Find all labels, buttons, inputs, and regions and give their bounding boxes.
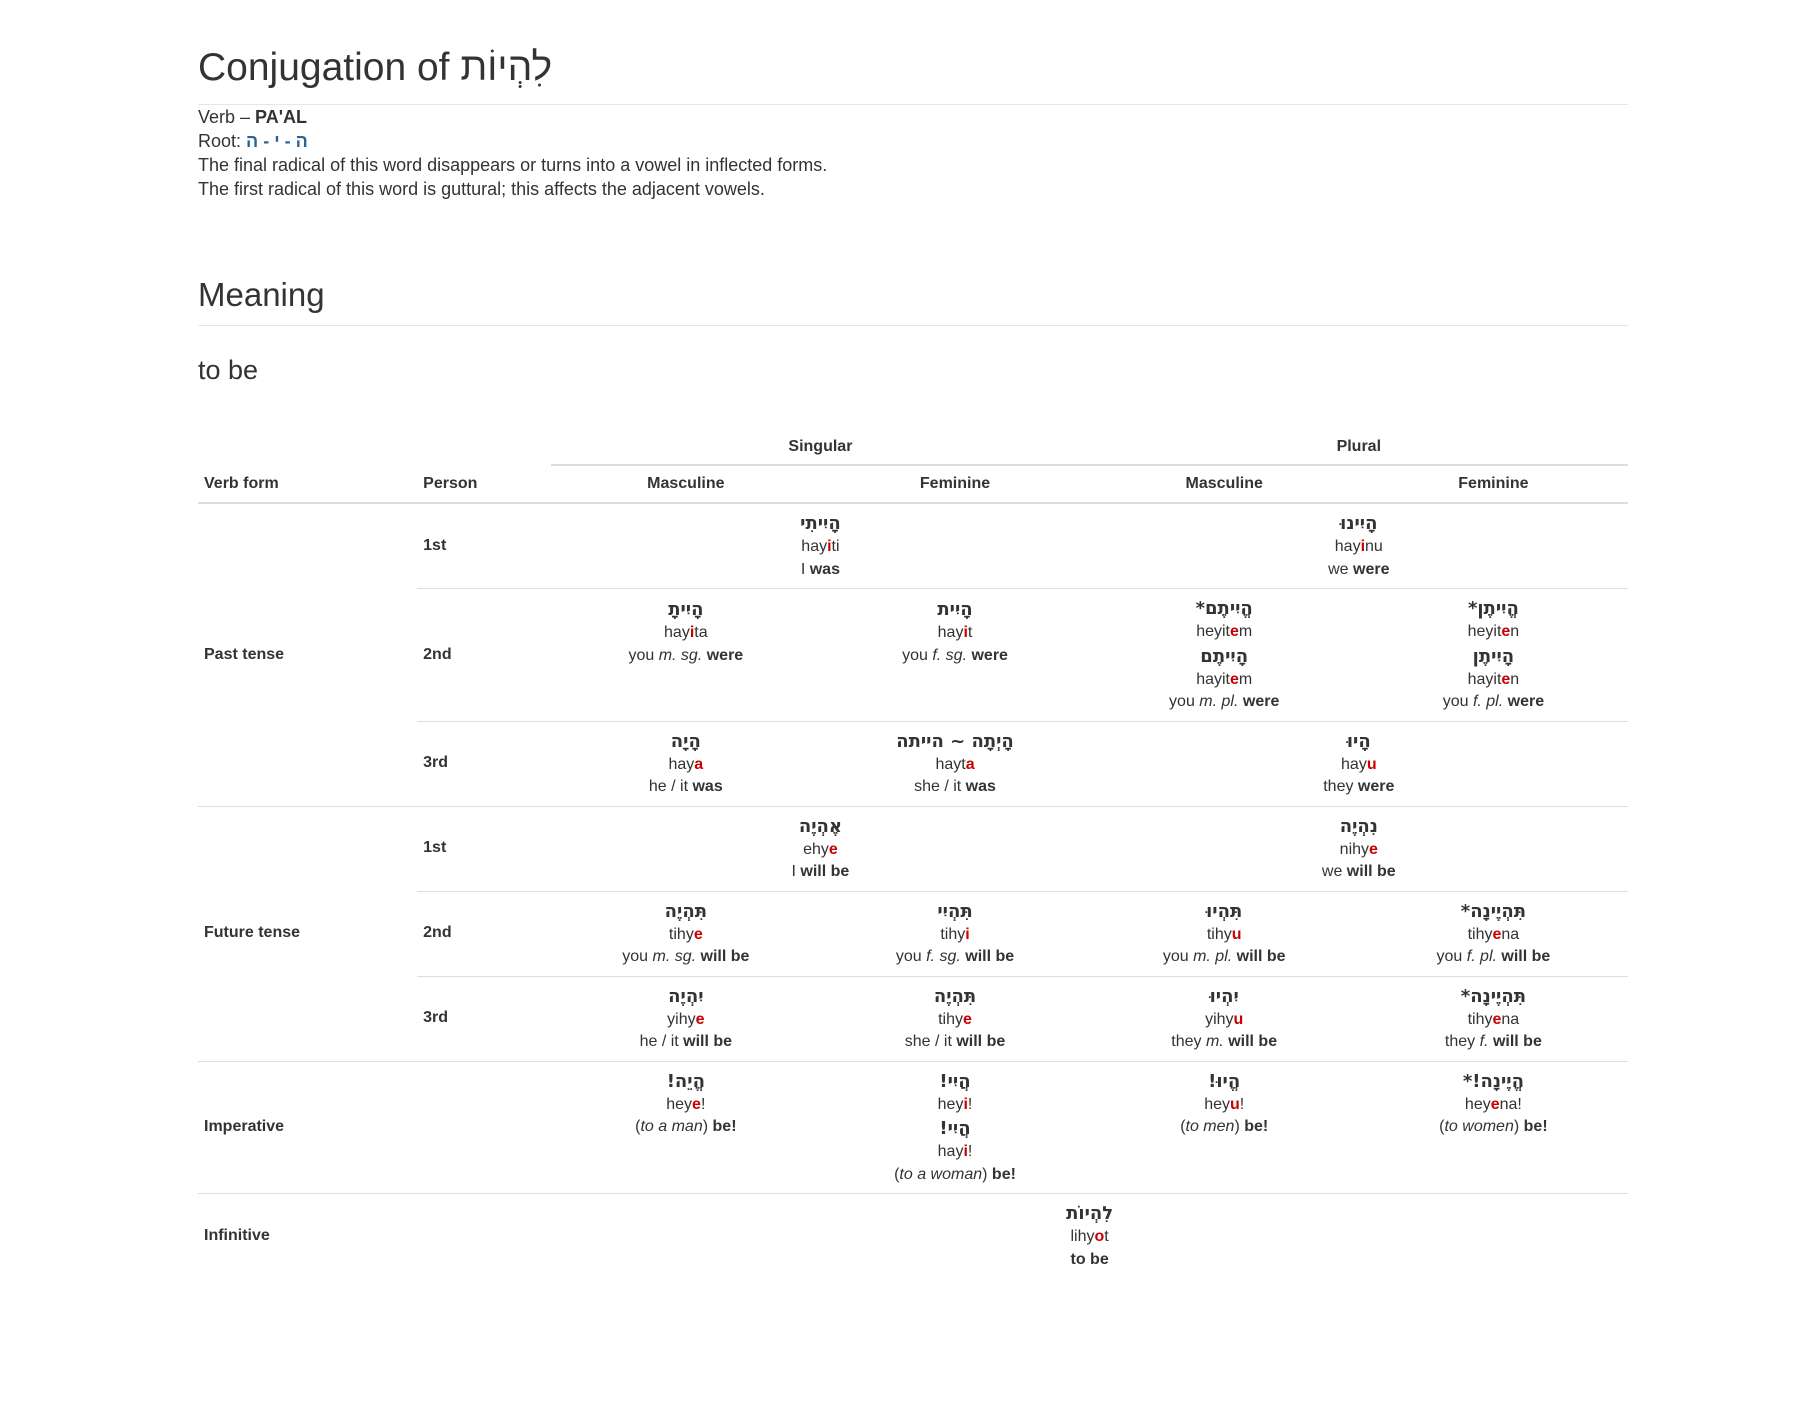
hebrew-form[interactable]: הָיְתָה ~ הייתה — [896, 730, 1014, 752]
text-fragment: m. sg. — [658, 646, 703, 664]
text-fragment: e — [963, 1010, 972, 1028]
cell-future-3-fs — [820, 976, 1089, 1061]
root-label: Root: — [198, 131, 247, 151]
translation — [1090, 1116, 1359, 1139]
transliteration — [1090, 924, 1359, 947]
text-fragment: e — [1501, 670, 1511, 688]
note-guttural: The first radical of this word is guttural; this affects the adjacent vowels. — [198, 179, 765, 199]
person-empty — [417, 1194, 551, 1279]
text-fragment: will be — [1228, 1033, 1278, 1050]
text-fragment: will be — [1236, 948, 1286, 965]
meaning-heading: Meaning — [198, 275, 1628, 326]
text-fragment: ( — [635, 1118, 641, 1135]
translation — [551, 645, 820, 668]
hebrew-form[interactable]: יִהְיֶה — [668, 985, 704, 1007]
transliteration — [551, 1226, 1628, 1249]
text-fragment: hay — [664, 624, 690, 642]
text-fragment: were — [1357, 778, 1395, 795]
text-fragment: be! — [991, 1165, 1016, 1183]
text-fragment: tihy — [940, 925, 966, 943]
header-spacer — [198, 421, 417, 465]
text-fragment: be! — [712, 1118, 737, 1135]
cell-future-2-ms — [551, 891, 820, 976]
text-fragment: ( — [1439, 1118, 1445, 1135]
hebrew-form[interactable]: הֱיֵה! — [666, 1070, 705, 1092]
text-fragment: hay — [1334, 538, 1361, 555]
transliteration — [551, 754, 820, 777]
text-fragment: u — [1233, 1010, 1244, 1028]
person-2nd: 2nd — [417, 891, 551, 976]
transliteration — [1090, 839, 1628, 862]
text-fragment: e — [692, 1095, 701, 1113]
text-fragment: tihy — [1467, 925, 1493, 943]
translation — [820, 1164, 1089, 1187]
page-title — [198, 0, 1628, 105]
text-fragment: you — [622, 948, 653, 965]
hebrew-form[interactable]: תִּהְיֶינָה* — [1460, 900, 1526, 922]
translation — [551, 861, 1089, 884]
text-fragment: heyit — [1196, 623, 1230, 640]
text-fragment: i — [963, 624, 968, 642]
hebrew-form[interactable]: הֱיֶינָה!* — [1462, 1070, 1524, 1092]
text-fragment: hay — [801, 538, 828, 555]
text-fragment: i — [827, 538, 832, 555]
text-fragment: ! — [967, 1143, 973, 1160]
cell-future-3-ms — [551, 976, 820, 1061]
text-fragment: na — [1501, 1010, 1520, 1028]
text-fragment: will be — [965, 948, 1015, 965]
text-fragment: e — [828, 840, 838, 858]
text-fragment: e — [693, 925, 703, 943]
hebrew-form[interactable]: הָיוּ — [1346, 730, 1371, 752]
person-empty — [417, 1061, 551, 1194]
text-fragment: t — [967, 624, 973, 642]
text-fragment: ) — [702, 1118, 713, 1135]
text-fragment: to a man — [640, 1118, 703, 1135]
hebrew-form[interactable]: הֱיִיתֶן* — [1467, 598, 1519, 619]
text-fragment: m. — [1205, 1033, 1224, 1050]
text-fragment: she / it — [914, 778, 966, 795]
cell-imperative-fp — [1359, 1061, 1628, 1194]
transliteration — [551, 1009, 820, 1032]
row-label-infinitive: Infinitive — [198, 1194, 417, 1279]
hebrew-form[interactable]: אֶהְיֶה — [798, 815, 842, 837]
translation — [1359, 946, 1628, 969]
translation — [1090, 559, 1628, 582]
title-prefix: Conjugation of — [198, 46, 461, 89]
row-label-future: Future tense — [198, 806, 417, 1061]
root-line — [198, 129, 1628, 153]
header-singular: Singular — [551, 421, 1089, 465]
text-fragment: you — [1169, 693, 1200, 710]
cell-past-2-fs — [820, 589, 1089, 722]
future-tense-section — [198, 806, 1628, 1061]
row-label-imperative: Imperative — [198, 1061, 417, 1194]
translation — [551, 1031, 820, 1054]
translation — [1090, 946, 1359, 969]
cell-past-3-fs — [820, 721, 1089, 806]
text-fragment: f. pl. — [1466, 948, 1497, 965]
text-fragment: i — [1360, 538, 1366, 555]
cell-imperative-ms — [551, 1061, 820, 1194]
translation — [551, 946, 820, 969]
text-fragment: u — [1231, 925, 1242, 943]
text-fragment: were — [971, 646, 1008, 664]
cell-imperative-fs — [820, 1061, 1089, 1194]
transliteration — [1090, 754, 1628, 777]
text-fragment: he / it — [639, 1033, 684, 1050]
text-fragment: I — [791, 863, 801, 880]
hebrew-form[interactable]: תִּהְיֶה — [664, 900, 707, 922]
text-fragment: be! — [1523, 1118, 1548, 1135]
translation — [1359, 1031, 1628, 1054]
imperative-row — [198, 1061, 1628, 1194]
text-fragment: n — [1510, 670, 1520, 688]
imperative-section — [198, 1061, 1628, 1194]
translation — [551, 1249, 1628, 1272]
text-fragment: f. — [1479, 1033, 1489, 1050]
person-3rd: 3rd — [417, 721, 551, 806]
text-fragment: ) — [1513, 1118, 1524, 1135]
hebrew-form[interactable]: הֲיִי! — [939, 1070, 971, 1092]
transliteration — [820, 754, 1089, 777]
transliteration — [551, 924, 820, 947]
text-fragment: o — [1094, 1228, 1105, 1245]
text-fragment: nihy — [1339, 840, 1370, 858]
past-tense-section — [198, 503, 1628, 806]
person-1st: 1st — [417, 806, 551, 891]
text-fragment: m. sg. — [652, 948, 697, 965]
hebrew-form[interactable]: תִּהְיֶינָה* — [1460, 985, 1526, 1007]
text-fragment: na — [1501, 925, 1520, 943]
translation — [551, 559, 1089, 582]
transliteration — [551, 839, 1089, 862]
cell-future-2-mp — [1090, 891, 1359, 976]
hebrew-form[interactable]: תִּהְיֶה — [933, 985, 977, 1007]
transliteration — [1359, 621, 1628, 644]
header-plural-feminine: Feminine — [1359, 465, 1628, 503]
text-fragment: e — [1492, 925, 1502, 943]
translation — [551, 1116, 820, 1139]
verb-label: Verb – — [198, 107, 256, 127]
text-fragment: hey — [666, 1095, 693, 1113]
text-fragment: to men — [1185, 1118, 1235, 1135]
translation — [1090, 691, 1359, 714]
text-fragment: ! — [967, 1095, 973, 1113]
transliteration-alt — [820, 1141, 1089, 1164]
meaning-text: to be — [198, 355, 259, 385]
verb-type-line — [198, 105, 1628, 129]
text-fragment: will be — [700, 948, 750, 965]
translation — [820, 776, 1089, 799]
text-fragment: ( — [1180, 1118, 1186, 1135]
translation — [1090, 861, 1628, 884]
text-fragment: he / it — [648, 778, 693, 795]
text-fragment: were — [1507, 693, 1545, 710]
cell-past-1-sg — [551, 503, 1089, 589]
hebrew-form-alt[interactable]: הָיִיתֶן — [1472, 645, 1515, 667]
text-fragment: tihy — [938, 1010, 964, 1028]
infinitive-section — [198, 1194, 1628, 1279]
hebrew-form[interactable]: הָיִינוּ — [1340, 513, 1378, 534]
transliteration — [820, 622, 1089, 645]
translation — [820, 645, 1089, 668]
text-fragment: she / it — [904, 1033, 957, 1050]
text-fragment: ) — [1234, 1118, 1245, 1135]
text-fragment: hay — [668, 755, 695, 773]
text-fragment: was — [809, 560, 840, 578]
text-fragment: will be — [956, 1033, 1006, 1050]
text-fragment: m — [1238, 670, 1253, 688]
text-fragment: will be — [1346, 863, 1396, 880]
transliteration-alt — [1359, 669, 1628, 692]
text-fragment: to a woman — [899, 1165, 983, 1183]
cell-past-2-mp — [1090, 589, 1359, 722]
hebrew-form[interactable]: הָיִית — [937, 599, 973, 621]
transliteration — [1090, 621, 1359, 644]
cell-future-2-fs — [820, 891, 1089, 976]
text-fragment: m. pl. — [1199, 693, 1239, 710]
text-fragment: na! — [1499, 1095, 1522, 1113]
cell-past-2-ms — [551, 589, 820, 722]
text-fragment: hay — [937, 1143, 964, 1160]
text-fragment: heyit — [1467, 623, 1502, 640]
text-fragment: tihy — [668, 925, 694, 943]
text-fragment: ta — [694, 624, 708, 642]
past-1st-row — [198, 503, 1628, 589]
transliteration — [1359, 1094, 1628, 1117]
cell-past-3-pl — [1090, 721, 1628, 806]
text-fragment: we — [1328, 560, 1354, 578]
text-fragment: you — [1436, 948, 1467, 965]
text-fragment: to be — [1070, 1250, 1109, 1268]
hebrew-form[interactable]: הָיִיתָ — [668, 599, 704, 621]
text-fragment: u — [1366, 755, 1377, 773]
text-fragment: they — [1171, 1033, 1206, 1050]
hebrew-form-alt[interactable]: הָיִיתֶם — [1200, 645, 1249, 667]
text-fragment: m. pl. — [1193, 948, 1233, 965]
cell-future-2-fp — [1359, 891, 1628, 976]
hebrew-form[interactable]: יִהְיוּ — [1209, 985, 1239, 1007]
transliteration — [551, 622, 820, 645]
cell-past-1-pl — [1090, 503, 1628, 589]
hebrew-form[interactable]: הֱיִיתֶם* — [1195, 598, 1253, 619]
text-fragment: m — [1238, 623, 1253, 640]
text-fragment: tihy — [1206, 925, 1232, 943]
text-fragment: hey — [937, 1095, 964, 1113]
header-singular-feminine: Feminine — [820, 465, 1089, 503]
text-fragment: they — [1444, 1033, 1480, 1050]
hebrew-form[interactable]: הֱיוּ! — [1208, 1070, 1241, 1092]
text-fragment: tihy — [1467, 1010, 1493, 1028]
hebrew-form-alt[interactable]: הֲיִי! — [939, 1118, 971, 1139]
cell-future-1-pl — [1090, 806, 1628, 891]
binyan-name[interactable]: PA'AL — [255, 107, 307, 127]
text-fragment: hayt — [935, 755, 966, 773]
text-fragment: were — [706, 646, 744, 664]
text-fragment: hey — [1464, 1095, 1491, 1113]
translation — [1090, 1031, 1359, 1054]
text-fragment: i — [689, 624, 695, 642]
transliteration — [551, 1094, 820, 1117]
text-fragment: hey — [1204, 1095, 1230, 1113]
transliteration — [1090, 1009, 1359, 1032]
text-fragment: hay — [1341, 755, 1367, 773]
text-fragment: e — [1492, 1010, 1502, 1028]
transliteration — [820, 1094, 1089, 1117]
text-fragment: i — [963, 1095, 968, 1113]
infinitive-row — [198, 1194, 1628, 1279]
transliteration — [820, 924, 1089, 947]
text-fragment: a — [694, 755, 704, 773]
text-fragment: to women — [1444, 1118, 1514, 1135]
hebrew-form[interactable]: נִהְיֶה — [1339, 815, 1378, 837]
text-fragment: ( — [894, 1165, 900, 1183]
cell-future-3-mp — [1090, 976, 1359, 1061]
text-fragment: e — [1501, 623, 1511, 640]
text-fragment: i — [963, 1143, 968, 1160]
transliteration — [551, 536, 1089, 559]
note-final-radical: The final radical of this word disappears or turns into a vowel in inflected forms. — [198, 155, 828, 175]
text-fragment: we — [1321, 863, 1347, 880]
hebrew-form[interactable]: הָיִיתִי — [800, 513, 841, 534]
text-fragment: you — [1442, 693, 1473, 710]
header-plural-masculine: Masculine — [1090, 465, 1359, 503]
text-fragment: yihy — [1205, 1010, 1234, 1028]
cell-future-3-fp — [1359, 976, 1628, 1061]
conjugation-table — [198, 421, 1628, 1278]
root-link[interactable]: ה - י - ה — [246, 131, 308, 151]
text-fragment: were — [1242, 693, 1280, 710]
cell-infinitive — [551, 1194, 1628, 1279]
header-plural: Plural — [1090, 421, 1628, 465]
hebrew-form[interactable]: תִּהְיִי — [937, 900, 973, 922]
translation — [1359, 691, 1628, 714]
text-fragment: ehy — [803, 840, 829, 858]
page-content — [198, 0, 1628, 1278]
header-singular-masculine: Masculine — [551, 465, 820, 503]
text-fragment: you — [902, 646, 933, 664]
header-spacer — [417, 421, 551, 465]
translation — [820, 1031, 1089, 1054]
text-fragment: you — [628, 646, 659, 664]
hebrew-form[interactable]: הָיָה — [670, 730, 701, 752]
transliteration — [1359, 1009, 1628, 1032]
text-fragment: be! — [1244, 1118, 1269, 1135]
future-1st-row — [198, 806, 1628, 891]
text-fragment: ! — [1239, 1095, 1245, 1113]
transliteration — [820, 1009, 1089, 1032]
text-fragment: they — [1323, 778, 1358, 795]
transliteration — [1359, 924, 1628, 947]
translation — [820, 946, 1089, 969]
text-fragment: f. pl. — [1472, 693, 1504, 710]
text-fragment: was — [965, 778, 996, 795]
text-fragment: f. sg. — [932, 646, 968, 664]
text-fragment: u — [1229, 1095, 1240, 1113]
cell-past-2-fp — [1359, 589, 1628, 722]
cell-past-3-ms — [551, 721, 820, 806]
text-fragment: e — [1229, 670, 1239, 688]
text-fragment: hayit — [1196, 670, 1230, 688]
hebrew-form[interactable]: תִּהְיוּ — [1206, 900, 1243, 922]
text-fragment: n — [1510, 623, 1520, 640]
text-fragment: will be — [1492, 1033, 1542, 1050]
text-fragment: i — [965, 925, 970, 943]
text-fragment: f. sg. — [926, 948, 961, 965]
text-fragment: you — [1162, 948, 1194, 965]
text-fragment: was — [692, 778, 723, 795]
text-fragment: t — [1104, 1228, 1109, 1245]
text-fragment: e — [1369, 840, 1378, 858]
text-fragment: you — [895, 948, 927, 965]
text-fragment: will be — [1501, 948, 1551, 965]
text-fragment: e — [1490, 1095, 1500, 1113]
text-fragment: ti — [831, 538, 840, 555]
text-fragment: e — [695, 1010, 705, 1028]
translation — [1090, 776, 1628, 799]
text-fragment: a — [965, 755, 975, 773]
transliteration — [1090, 1094, 1359, 1117]
translation — [551, 776, 820, 799]
text-fragment: lihy — [1070, 1228, 1095, 1245]
header-person: Person — [417, 465, 551, 503]
text-fragment: ! — [700, 1095, 706, 1113]
person-1st: 1st — [417, 503, 551, 589]
transliteration-alt — [1090, 669, 1359, 692]
person-2nd: 2nd — [417, 589, 551, 722]
title-hebrew-word: לִהְיוֹת — [460, 46, 553, 89]
hebrew-form[interactable]: לִהְיוֹת — [1066, 1203, 1114, 1224]
transliteration — [1090, 536, 1628, 559]
cell-future-1-sg — [551, 806, 1089, 891]
text-fragment: were — [1353, 560, 1390, 578]
text-fragment: hayit — [1467, 670, 1502, 688]
text-fragment: yihy — [667, 1010, 696, 1028]
person-3rd: 3rd — [417, 976, 551, 1061]
cell-imperative-mp — [1090, 1061, 1359, 1194]
text-fragment: will be — [683, 1033, 733, 1050]
text-fragment: nu — [1365, 538, 1383, 555]
text-fragment: will be — [800, 863, 850, 880]
row-label-past: Past tense — [198, 503, 417, 806]
translation — [1359, 1116, 1628, 1139]
header-verb-form: Verb form — [198, 465, 417, 503]
text-fragment: ) — [982, 1165, 992, 1183]
text-fragment: e — [1229, 623, 1239, 640]
text-fragment: I — [800, 560, 810, 578]
text-fragment: hay — [937, 624, 964, 642]
